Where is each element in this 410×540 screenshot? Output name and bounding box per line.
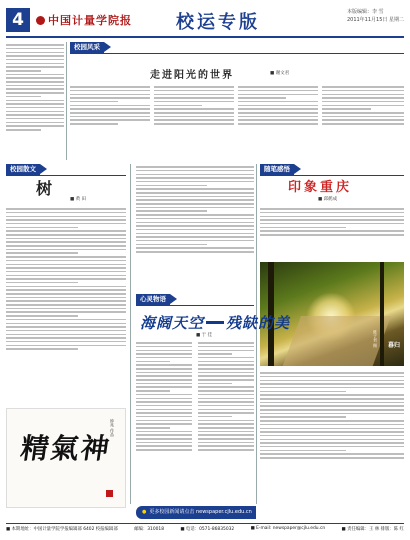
main-byline: ■ 谢文君 [270, 71, 290, 76]
center-middle-body [136, 164, 254, 292]
main-headline: 走进阳光的世界 [150, 70, 234, 81]
impression-body [260, 370, 404, 504]
tag-rule [70, 53, 404, 54]
sea-headline-part2: 残缺的美 [226, 314, 291, 332]
section-tag-growth: 心灵物语 [136, 294, 170, 305]
impression-headline: 印象重庆 [288, 180, 353, 195]
column-divider [130, 164, 131, 504]
section-tag-campus-essay: 随笔感悟 [260, 164, 294, 175]
sea-headline [140, 312, 290, 333]
tree-byline: ■ 黄 田 [70, 197, 87, 202]
red-seal-stamp [106, 490, 113, 497]
main-column-2 [154, 84, 234, 156]
column-divider [66, 42, 67, 160]
main-column-4 [322, 84, 404, 156]
masthead-rule [6, 36, 404, 38]
calligraphy-characters: 精氣神 [18, 432, 114, 465]
school-logo-icon [36, 16, 45, 25]
issue-meta [347, 8, 404, 24]
calligraphy-artwork [6, 408, 126, 508]
main-column-3 [238, 84, 318, 156]
sea-column-2 [198, 340, 254, 502]
footer-rule [6, 523, 404, 524]
footer [6, 526, 404, 532]
section-tag-campus-prose: 校园散文 [6, 164, 40, 175]
masthead [6, 8, 404, 34]
tag-rule [6, 175, 126, 176]
impression-byline: ■ 邱鹤成 [318, 197, 338, 202]
left-top-column [6, 42, 64, 160]
tree-headline: 树 [36, 179, 53, 198]
website-banner[interactable]: ● 更多校园新闻请点击 newspaper.cjlu.edu.cn [136, 506, 256, 519]
footer-phone: ■ 电话：0571-86835032 [180, 527, 235, 532]
section-tag-campus-style: 校园风采 [70, 42, 104, 53]
date-line: 2011年11月15日 星期二 [346, 17, 404, 23]
page-number: 4 [6, 8, 30, 32]
paper-name [36, 12, 132, 28]
calligraphy-inscription: 钟兆 作品 [110, 419, 115, 437]
tag-rule [136, 305, 254, 306]
paper-name-text: 中国计量学院报 [48, 14, 132, 27]
sea-byline: ■ 于 佳 [196, 333, 213, 338]
tree-body [6, 206, 126, 402]
column-divider [256, 164, 257, 504]
footer-postcode: 邮编：310018 [134, 527, 165, 532]
section-title: 校运专版 [176, 12, 260, 33]
photo-title: 暮归 [388, 342, 401, 349]
impression-body-top [260, 206, 404, 258]
main-column-1 [70, 84, 150, 156]
photo-caption: 陈子君 摄 [373, 330, 378, 348]
footer-editor: ■ 责任编辑：王 林 排版：陈 红 [341, 527, 404, 532]
footer-publisher: ■ 本期地址：中国计量学院学报编辑部 6402 校报编辑部 [6, 527, 118, 532]
footer-email: ■ E-mail: newspaper@cjlu.edu.cn [250, 526, 326, 531]
sea-headline-part1: 海阔天空 [140, 314, 205, 332]
sea-column-1 [136, 340, 192, 502]
editor-line: 本版编辑：李 雪 [346, 9, 384, 15]
